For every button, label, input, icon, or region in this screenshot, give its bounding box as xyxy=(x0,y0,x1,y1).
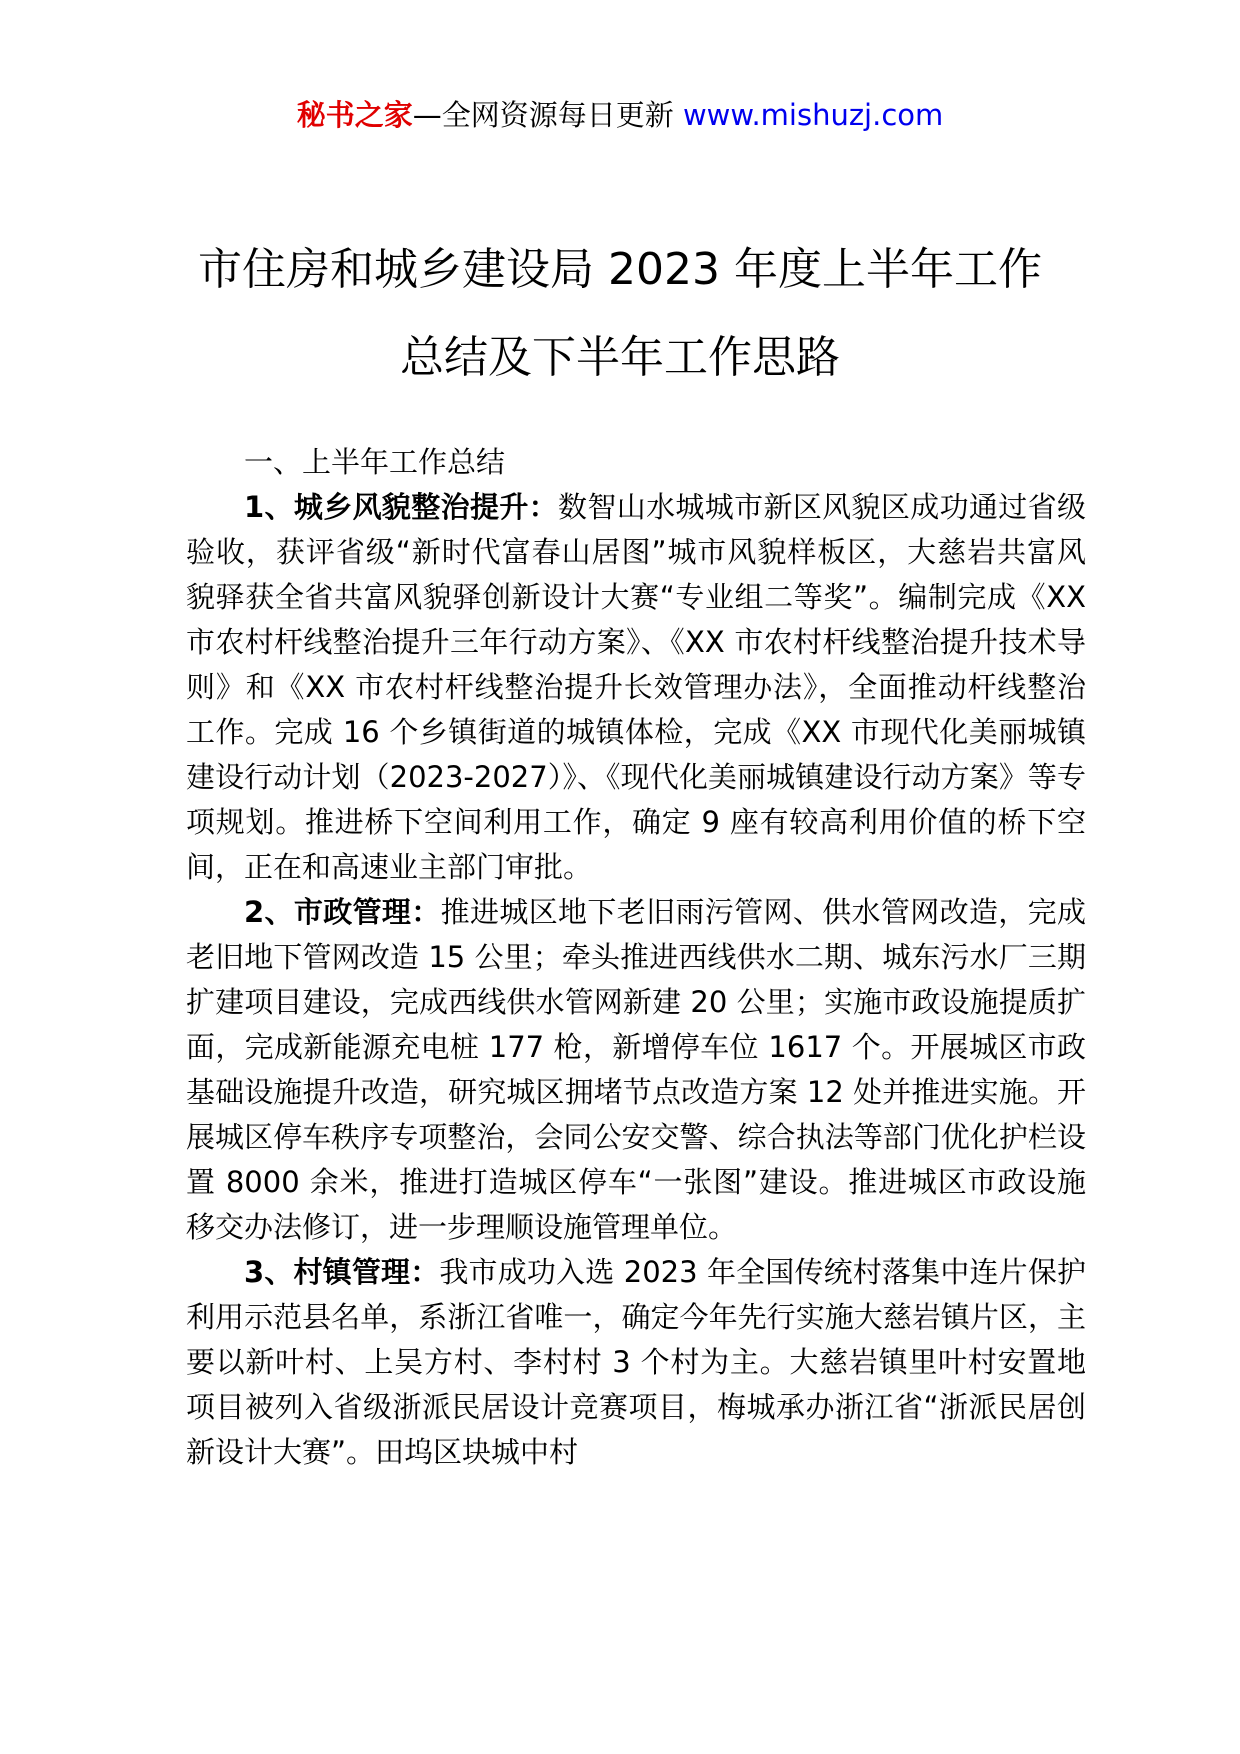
paragraph-text: 我市成功入选 2023 年全国传统村落集中连片保护利用示范县名单，系浙江省唯一，确定今年先行实施大慈岩镇片区，主要以新叶村、上吴方村、李村村 3 个村为主。大慈岩镇里叶村安置地项目被列入省级浙派民居设计竞赛项目，梅城承办浙江省“浙派民居创新设计大赛”。田坞区块城中村 xyxy=(186,1255,1086,1469)
title-line-1: 市住房和城乡建设局 2023 年度上半年工作 xyxy=(198,244,1042,295)
site-banner xyxy=(0,95,1240,135)
paragraph-rural-urban-appearance xyxy=(186,485,1086,890)
section-heading: 一、上半年工作总结 xyxy=(244,445,506,479)
brand-name: 秘书之家 xyxy=(296,98,413,132)
document-title xyxy=(150,226,1090,402)
title-line-2: 总结及下半年工作思路 xyxy=(400,332,840,383)
paragraph-municipal-management xyxy=(186,890,1086,1250)
paragraph-lead: 3、村镇管理： xyxy=(244,1255,440,1289)
site-url-link[interactable]: www.mishuzj.com xyxy=(682,98,944,132)
document-body xyxy=(186,440,1086,1475)
paragraph-lead: 2、市政管理： xyxy=(244,895,441,929)
paragraph-village-management xyxy=(186,1250,1086,1475)
paragraph-lead: 1、城乡风貌整治提升： xyxy=(244,490,559,524)
banner-tagline: —全网资源每日更新 xyxy=(412,98,683,132)
paragraph-text: 推进城区地下老旧雨污管网、供水管网改造，完成老旧地下管网改造 15 公里；牵头推进西线供水二期、城东污水厂三期扩建项目建设，完成西线供水管网新建 20 公里；实施市政设施提质扩面，完成新能源充电桩 177 枪，新增停车位 1617 个。开展城区市政基础设施提升改造，研究城区拥堵节点改造方案 12 处并推进实施。开展城区停车秩序专项整治，会同公安交警、综合执法等部门优化护栏设置 8000 余米，推进打造城区停车“一张图”建设。推进城区市政设施移交办法修订，进一步理顺设施管理单位。 xyxy=(186,895,1086,1244)
paragraph-text: 数智山水城城市新区风貌区成功通过省级验收，获评省级“新时代富春山居图”城市风貌样板区，大慈岩共富风貌驿获全省共富风貌驿创新设计大赛“专业组二等奖”。编制完成《XX 市农村杆线整治提升三年行动方案》、《XX 市农村杆线整治提升技术导则》和《XX 市农村杆线整治提升长效管理办法》，全面推动杆线整治工作。完成 16 个乡镇街道的城镇体检，完成《XX 市现代化美丽城镇建设行动计划（2023-2027）》、《现代化美丽城镇建设行动方案》等专项规划。推进桥下空间利用工作，确定 9 座有较高利用价值的桥下空间，正在和高速业主部门审批。 xyxy=(186,490,1086,884)
